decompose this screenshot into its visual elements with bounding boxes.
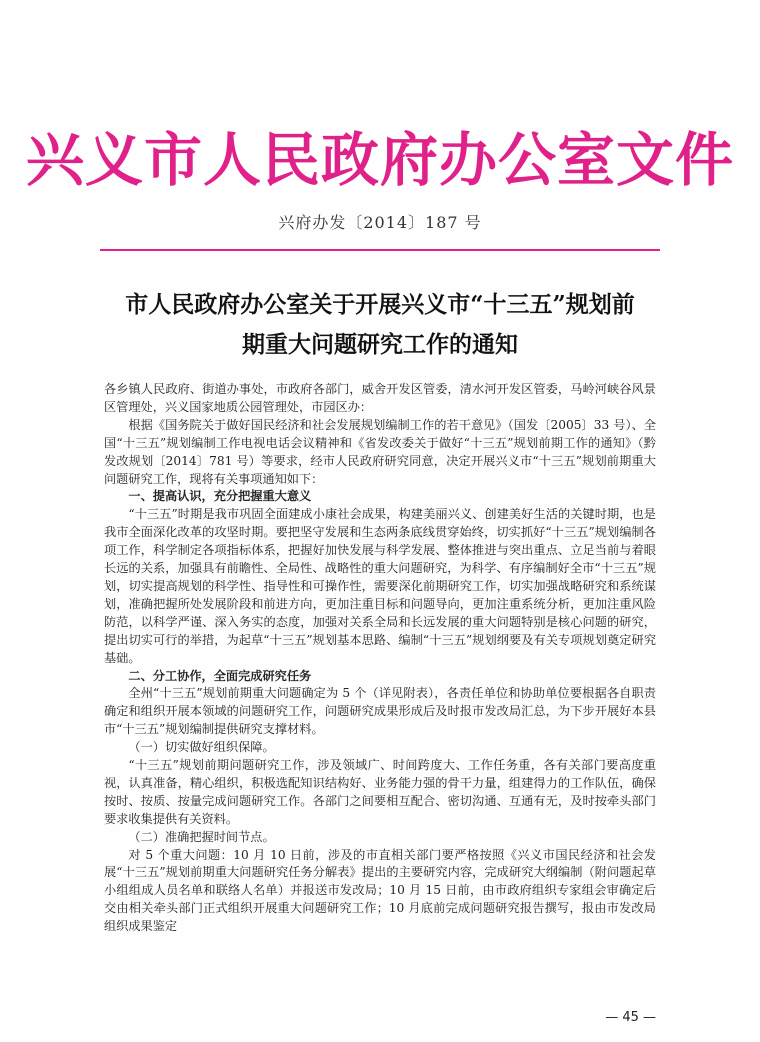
section2-paragraph: 全州“十三五”规划前期重大问题确定为 5 个（详见附表），各责任单位和协助单位要根据各自职责确定和组织开展本领域的问题研究工作，问题研究成果形成后及时报市发改局汇总，为下步开展好本县市“十三五”规划编制提供研究支撑材料。 xyxy=(104,686,656,737)
subsection2-paragraph: 对 5 个重大问题：10 月 10 日前，涉及的市直相关部门要严格按照《兴义市国民经济和社会发展“十三五”规划前期重大问题研究任务分解表》提出的主要研究内容，完成研究大纲编制（附问题起草小组组成人员名单和联络人名单）并报送市发改局；10 月 15 日前，由市政府组织专家组会审确定后交由相关牵头部门正式组织开展重大问题研究工作；10 月底前完成问题研究报告撰写，报由市发改局组织成果鉴定 xyxy=(104,847,656,934)
section2-heading: 二、分工协作，全面完成研究任务 xyxy=(128,668,312,683)
document-masthead: 兴义市人民政府办公室文件 xyxy=(25,126,734,194)
section1-heading: 一、提高认识，充分把握重大意义 xyxy=(128,489,312,504)
subsection1-paragraph: “十三五”规划前期问题研究工作，涉及领域广、时间跨度大、工作任务重，各有关部门要高度重视，认真准备，精心组织，积极选配知识结构好、业务能力强的骨干力量，组建得力的工作队伍，确保按时、按质、按量完成问题研究工作。各部门之间要相互配合、密切沟通、互通有无，及时按牵头部门要求收集提供有关资料。 xyxy=(104,758,656,826)
notice-title xyxy=(60,285,700,365)
intro-paragraph: 根据《国务院关于做好国民经济和社会发展规划编制工作的若干意见》（国发〔2005〕33 号）、全国“十三五”规划编制工作电视电话会议精神和《省发改委关于做好“十三五”规划前期工作的通知》（黔发改规划〔2014〕781 号）等要求，经市人民政府研究同意，决定开展兴义市“十三五”规划前期重大问题研究工作，现将有关事项通知如下： xyxy=(104,417,656,486)
page-number: — 45 — xyxy=(605,1010,656,1025)
section1-paragraph: “十三五”时期是我市巩固全面建成小康社会成果，构建美丽兴义、创建美好生活的关键时期，也是我市全面深化改革的攻坚时期。要把坚守发展和生态两条底线贯穿始终，切实抓好“十三五”规划编制各项工作，科学制定各项指标体系，把握好加快发展与科学发展、整体推进与突出重点、立足当前与着眼长远的关系，加强具有前瞻性、全局性、战略性的重大问题研究，为科学、有序编制好全市“十三五”规划，切实提高规划的科学性、指导性和可操作性，需要深化前期研究工作，切实加强战略研究和系统谋划，准确把握所处发展阶段和前进方向，更加注重目标和问题导向，更加注重系统分析，更加注重风险防范，以科学严谨、深入务实的态度，加强对关系全局和长远发展的重大问题特别是核心问题的研究，提出切实可行的举措，为起草“十三五”规划基本思路、编制“十三五”规划纲要及有关专项规划奠定研究基础。 xyxy=(104,507,656,665)
document-number: 兴府办发〔2014〕187 号 xyxy=(278,213,482,232)
notice-title-line2: 期重大问题研究工作的通知 xyxy=(242,331,518,358)
red-divider-line xyxy=(100,249,660,251)
notice-title-line1: 市人民政府办公室关于开展兴义市“十三五”规划前 xyxy=(125,291,635,318)
subsection1-heading: （一）切实做好组织保障。 xyxy=(128,740,275,755)
notice-body xyxy=(104,381,656,936)
subsection2-heading: （二）准确把握时间节点。 xyxy=(128,829,275,844)
addressee-paragraph: 各乡镇人民政府、街道办事处，市政府各部门，威舍开发区管委，清水河开发区管委，马岭河峡谷风景区管理处，兴义国家地质公园管理处，市园区办： xyxy=(104,382,656,414)
